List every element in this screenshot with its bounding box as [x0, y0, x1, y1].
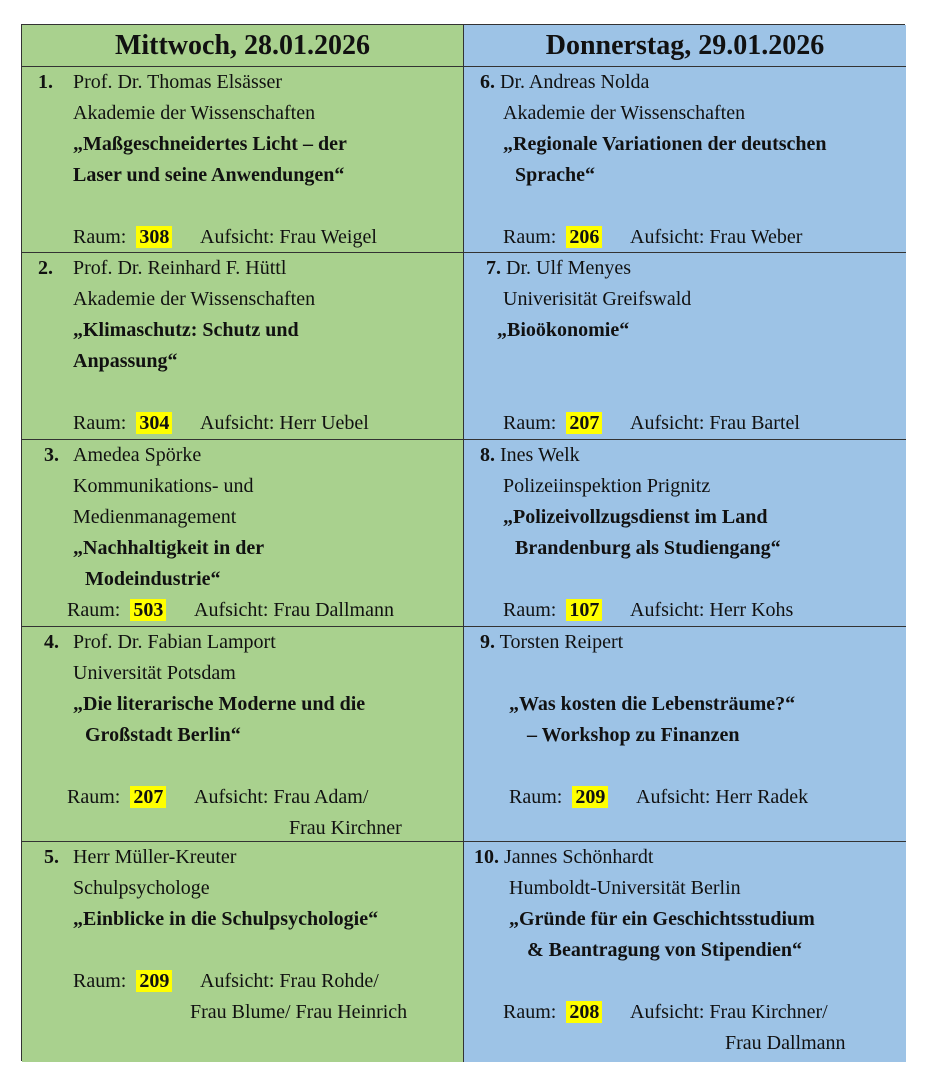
supervision: Aufsicht: Herr Kohs	[630, 599, 794, 621]
session-cell-7	[464, 253, 906, 440]
day-heading: Donnerstag, 29.01.2026	[545, 29, 825, 61]
room-number-badge: 209	[572, 786, 608, 808]
room-line	[509, 782, 608, 813]
room-label: Raum:	[73, 970, 127, 992]
room-label: Raum:	[503, 412, 557, 434]
talk-title: „Regionale Variationen der deutschen	[503, 133, 827, 155]
room-number-badge: 107	[566, 599, 602, 621]
room-line	[503, 997, 602, 1028]
room-line	[503, 408, 602, 439]
affiliation: Kommunikations- und	[73, 475, 254, 497]
room-label: Raum:	[67, 786, 121, 808]
affiliation: Polizeiinspektion Prignitz	[503, 475, 711, 497]
talk-title: „Gründe für ein Geschichtsstudium	[509, 908, 815, 930]
room-line	[73, 966, 172, 997]
supervision: Aufsicht: Frau Weigel	[200, 226, 377, 248]
session-cell-9	[464, 627, 906, 842]
room-number-badge: 304	[136, 412, 172, 434]
room-number-badge: 308	[136, 226, 172, 248]
speaker-name: Torsten Reipert	[499, 631, 624, 653]
supervision: Aufsicht: Frau Weber	[630, 226, 803, 248]
supervision: Frau Kirchner	[289, 817, 402, 839]
room-label: Raum:	[73, 412, 127, 434]
room-number-badge: 206	[566, 226, 602, 248]
day-header-thursday	[464, 25, 906, 67]
talk-title: & Beantragung von Stipendien“	[527, 939, 803, 961]
room-line	[73, 408, 172, 439]
talk-title: „Maßgeschneidertes Licht – der	[73, 133, 347, 155]
session-number: 4.	[44, 631, 59, 653]
speaker-name: Prof. Dr. Fabian Lamport	[73, 631, 276, 653]
talk-title: Sprache“	[515, 164, 595, 186]
talk-title: – Workshop zu Finanzen	[527, 724, 740, 746]
talk-title: Brandenburg als Studiengang“	[515, 537, 781, 559]
talk-title: Anpassung“	[73, 350, 178, 372]
room-label: Raum:	[503, 1001, 557, 1023]
supervision: Aufsicht: Frau Adam/	[194, 786, 369, 808]
speaker-name: Prof. Dr. Reinhard F. Hüttl	[73, 257, 287, 279]
room-line	[73, 222, 172, 253]
supervision: Frau Dallmann	[725, 1032, 846, 1054]
talk-title: „Die literarische Moderne und die	[73, 693, 366, 715]
room-line	[67, 595, 166, 626]
room-label: Raum:	[503, 226, 557, 248]
session-cell-2	[22, 253, 464, 440]
session-number: 3.	[44, 444, 59, 466]
session-number: 10. Jannes Schönhardt	[474, 846, 654, 868]
session-number: 2.	[38, 257, 53, 279]
session-number: 9. Torsten Reipert	[480, 631, 624, 653]
speaker-name: Dr. Andreas Nolda	[500, 71, 650, 93]
session-cell-1	[22, 67, 464, 253]
affiliation: Akademie der Wissenschaften	[73, 102, 316, 124]
talk-title: Großstadt Berlin“	[85, 724, 241, 746]
session-number: 5.	[44, 846, 59, 868]
room-number-badge: 207	[130, 786, 166, 808]
talk-title: Modeindustrie“	[85, 568, 221, 590]
affiliation: Akademie der Wissenschaften	[73, 288, 316, 310]
supervision: Aufsicht: Herr Uebel	[200, 412, 369, 434]
day-heading: Mittwoch, 28.01.2026	[114, 29, 371, 61]
room-label: Raum:	[509, 786, 563, 808]
speaker-name: Herr Müller-Kreuter	[73, 846, 237, 868]
room-number-badge: 207	[566, 412, 602, 434]
speaker-name: Prof. Dr. Thomas Elsässer	[73, 71, 283, 93]
speaker-name: Amedea Spörke	[73, 444, 202, 466]
room-number-badge: 503	[130, 599, 166, 621]
room-line	[67, 782, 166, 813]
supervision: Aufsicht: Frau Kirchner/	[630, 1001, 828, 1023]
day-header-wednesday	[22, 25, 464, 67]
supervision: Aufsicht: Frau Rohde/	[200, 970, 379, 992]
affiliation: Humboldt-Universität Berlin	[509, 877, 741, 899]
talk-title: „Bioökonomie“	[497, 319, 630, 341]
session-cell-8	[464, 440, 906, 627]
affiliation: Univerisität Greifswald	[503, 288, 692, 310]
session-number: 6. Dr. Andreas Nolda	[480, 71, 650, 93]
session-cell-3	[22, 440, 464, 627]
room-number-badge: 208	[566, 1001, 602, 1023]
talk-title: „Polizeivollzugsdienst im Land	[503, 506, 768, 528]
talk-title: „Nachhaltigkeit in der	[73, 537, 265, 559]
session-number: 1.	[38, 71, 53, 93]
supervision: Aufsicht: Frau Bartel	[630, 412, 800, 434]
speaker-name: Ines Welk	[500, 444, 580, 466]
session-cell-6	[464, 67, 906, 253]
session-number: 7. Dr. Ulf Menyes	[486, 257, 631, 279]
room-label: Raum:	[503, 599, 557, 621]
talk-title: „Einblicke in die Schulpsychologie“	[73, 908, 379, 930]
affiliation: Universität Potsdam	[73, 662, 236, 684]
session-cell-4	[22, 627, 464, 842]
affiliation: Medienmanagement	[73, 506, 237, 528]
room-number-badge: 209	[136, 970, 172, 992]
affiliation: Akademie der Wissenschaften	[503, 102, 746, 124]
session-cell-10	[464, 842, 906, 1062]
speaker-name: Jannes Schönhardt	[504, 846, 654, 868]
talk-title: „Klimaschutz: Schutz und	[73, 319, 299, 341]
supervision: Frau Blume/ Frau Heinrich	[190, 1001, 408, 1023]
room-label: Raum:	[73, 226, 127, 248]
session-cell-5	[22, 842, 464, 1062]
talk-title: „Was kosten die Lebensträume?“	[509, 693, 796, 715]
supervision: Aufsicht: Frau Dallmann	[194, 599, 394, 621]
talk-title: Laser und seine Anwendungen“	[73, 164, 345, 186]
room-line	[503, 222, 602, 253]
room-label: Raum:	[67, 599, 121, 621]
session-number: 8. Ines Welk	[480, 444, 580, 466]
affiliation: Schulpsychologe	[73, 877, 210, 899]
supervision: Aufsicht: Herr Radek	[636, 786, 809, 808]
speaker-name: Dr. Ulf Menyes	[506, 257, 631, 279]
room-line	[503, 595, 602, 626]
schedule-table	[21, 24, 905, 1061]
